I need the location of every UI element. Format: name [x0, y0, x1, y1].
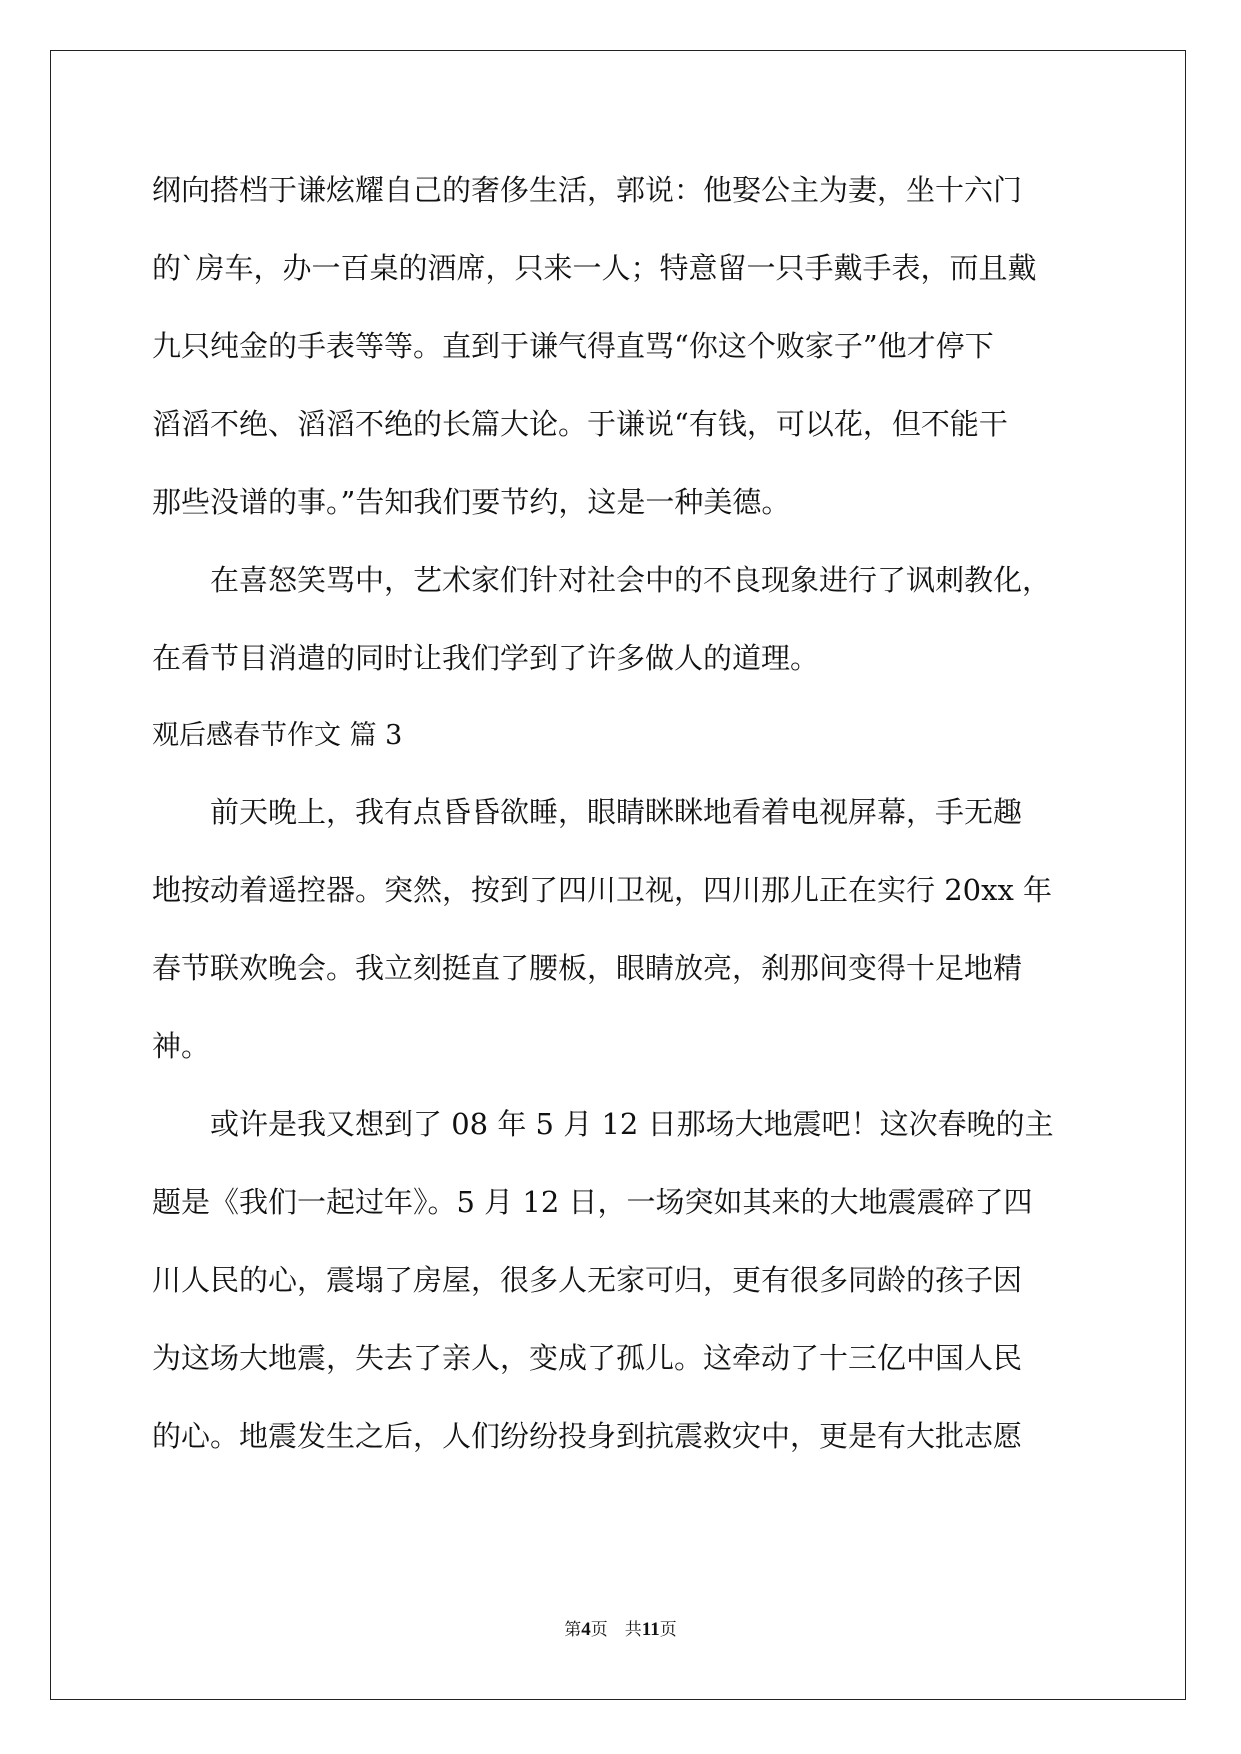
- body-line: 的`房车，办一百桌的酒席，只来一人；特意留一只手戴手表，而且戴: [152, 251, 1037, 285]
- body-line: 或许是我又想到了 08 年 5 月 12 日那场大地震吧！这次春晚的主: [210, 1107, 1054, 1141]
- body-line: 在喜怒笑骂中，艺术家们针对社会中的不良现象进行了讽刺教化，: [210, 563, 1052, 597]
- page-footer: [0, 1615, 1241, 1641]
- footer-suffix: 页: [659, 1620, 677, 1640]
- body-line: 地按动着遥控器。突然，按到了四川卫视，四川那儿正在实行 20xx 年: [152, 873, 1053, 907]
- body-line: 前天晚上，我有点昏昏欲睡，眼睛眯眯地看着电视屏幕，手无趣: [210, 795, 1023, 829]
- body-line: 滔滔不绝、滔滔不绝的长篇大论。于谦说“有钱，可以花，但不能干: [152, 407, 1008, 441]
- body-line: 为这场大地震，失去了亲人，变成了孤儿。这牵动了十三亿中国人民: [152, 1341, 1023, 1375]
- body-line: 纲向搭档于谦炫耀自己的奢侈生活，郭说：他娶公主为妻，坐十六门: [152, 173, 1023, 207]
- section-heading: 观后感春节作文 篇 3: [152, 720, 403, 751]
- body-line: 那些没谱的事。”告知我们要节约，这是一种美德。: [152, 485, 791, 519]
- body-line: 题是《我们一起过年》。5 月 12 日，一场突如其来的大地震震碎了四: [152, 1185, 1033, 1219]
- footer-mid: 页 共: [590, 1620, 642, 1640]
- body-line: 九只纯金的手表等等。直到于谦气得直骂“你这个败家子”他才停下: [152, 329, 994, 363]
- body-line: 春节联欢晚会。我立刻挺直了腰板，眼睛放亮，刹那间变得十足地精: [152, 951, 1023, 985]
- body-line: 川人民的心，震塌了房屋，很多人无家可归，更有很多同龄的孩子因: [152, 1263, 1023, 1297]
- footer-current-page: 4: [581, 1619, 591, 1640]
- body-line: 的心。地震发生之后，人们纷纷投身到抗震救灾中，更是有大批志愿: [152, 1419, 1023, 1453]
- body-line: 在看节目消遣的同时让我们学到了许多做人的道理。: [152, 641, 820, 675]
- body-line: 神。: [152, 1029, 211, 1063]
- footer-prefix: 第: [564, 1620, 582, 1640]
- footer-total-pages: 11: [641, 1619, 660, 1640]
